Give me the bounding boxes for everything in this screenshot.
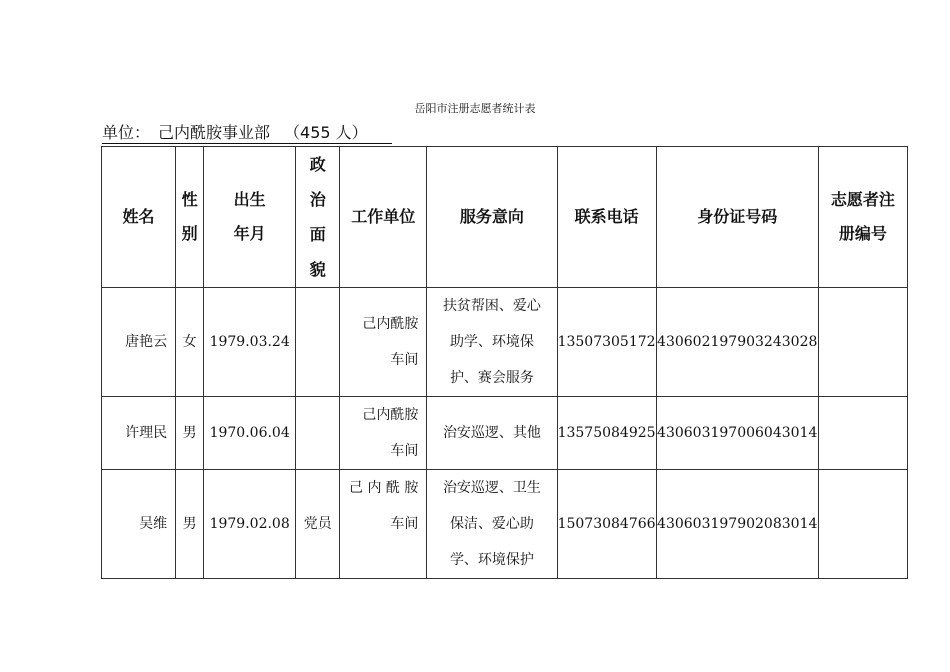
header-reg-no: 志愿者注 册编号 xyxy=(818,147,907,288)
cell-phone: 15073084766 xyxy=(557,470,656,579)
unit-name: 己内酰胺事业部 xyxy=(158,123,271,142)
cell-birth: 1979.02.08 xyxy=(204,470,296,579)
cell-id-number: 430603197902083014 xyxy=(656,470,818,579)
header-gender: 性 别 xyxy=(176,147,204,288)
cell-service: 扶贫帮困、爱心 助学、环境保 护、赛会服务 xyxy=(427,288,557,397)
header-birth: 出生 年月 xyxy=(204,147,296,288)
unit-line xyxy=(102,123,392,144)
cell-id-number: 430602197903243028 xyxy=(656,288,818,397)
cell-birth: 1970.06.04 xyxy=(204,397,296,470)
cell-workplace: 己 内 酰 胺 车间 xyxy=(340,470,427,579)
header-phone: 联系电话 xyxy=(557,147,656,288)
table-row xyxy=(102,397,908,470)
cell-reg-no xyxy=(818,288,907,397)
header-workplace: 工作单位 xyxy=(340,147,427,288)
document-title: 岳阳市注册志愿者统计表 xyxy=(414,102,536,115)
cell-reg-no xyxy=(818,470,907,579)
header-name: 姓名 xyxy=(102,147,176,288)
cell-name: 唐艳云 xyxy=(102,288,176,397)
cell-service: 治安巡逻、卫生 保洁、爱心助 学、环境保护 xyxy=(427,470,557,579)
unit-count: （455 人） xyxy=(284,123,368,142)
header-id-number: 身份证号码 xyxy=(656,147,818,288)
cell-phone: 13575084925 xyxy=(557,397,656,470)
cell-service: 治安巡逻、其他 xyxy=(427,397,557,470)
cell-name: 吴维 xyxy=(102,470,176,579)
volunteer-table xyxy=(101,146,908,579)
cell-phone: 13507305172 xyxy=(557,288,656,397)
cell-political xyxy=(296,288,340,397)
cell-political xyxy=(296,397,340,470)
unit-label: 单位： xyxy=(102,123,151,142)
header-row xyxy=(102,147,908,288)
header-service: 服务意向 xyxy=(427,147,557,288)
cell-birth: 1979.03.24 xyxy=(204,288,296,397)
cell-workplace: 己内酰胺 车间 xyxy=(340,397,427,470)
header-political: 政 治 面 貌 xyxy=(296,147,340,288)
cell-workplace: 己内酰胺 车间 xyxy=(340,288,427,397)
cell-political: 党员 xyxy=(296,470,340,579)
cell-gender: 男 xyxy=(176,470,204,579)
cell-reg-no xyxy=(818,397,907,470)
table-row xyxy=(102,470,908,579)
table-row xyxy=(102,288,908,397)
cell-id-number: 430603197006043014 xyxy=(656,397,818,470)
cell-gender: 男 xyxy=(176,397,204,470)
cell-name: 许理民 xyxy=(102,397,176,470)
cell-gender: 女 xyxy=(176,288,204,397)
